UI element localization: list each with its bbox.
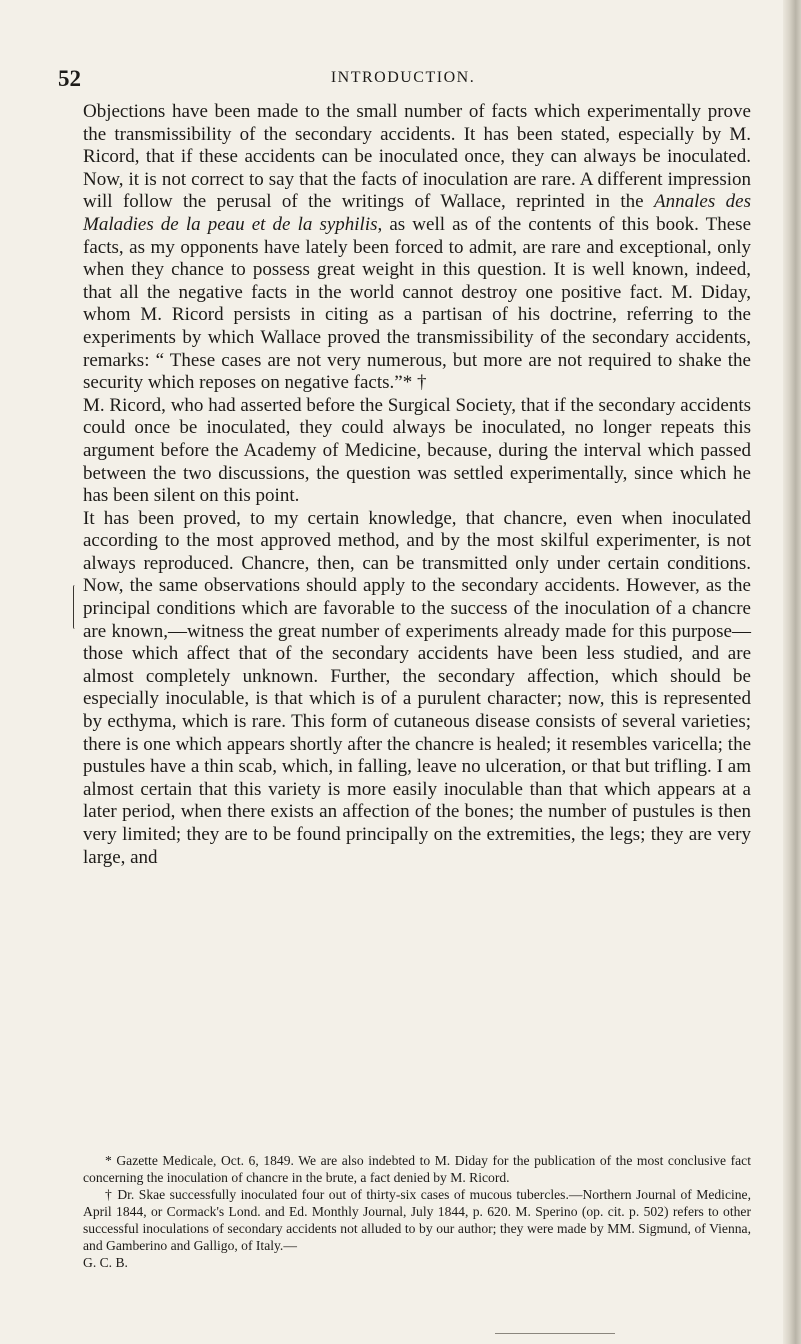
footnotes <box>83 1152 751 1271</box>
footnote-skae: † Dr. Skae successfully inoculated four out of thirty-six cases of mucous tubercles.—Northern Journal of Medicine, April 1844, or Cormack's Lond. and Ed. Monthly Journal, July 1844, p. 620. M. Sperino (op. cit. p. 502) refers to other successful inoculations of secondary accidents not alluded to by our author; they were made by MM. Sigmund, of Vienna, and Gamberino and Galligo, of Italy.— <box>83 1187 751 1253</box>
margin-pencil-mark <box>73 585 77 629</box>
paragraph-3: It has been proved, to my certain knowledge, that chancre, even when inoculated according to the most approved method, and by the most skilful experimenter, is not always reproduced. Chancre, then, can be transmitted only under certain conditions. Now, the same observations should apply to the secondary accidents. However, as the principal conditions which are favorable to the success of the inoculation of a chancre are known,—witness the great number of experiments already made for this purpose—those which affect that of the secondary accidents have been less studied, and are almost completely unknown. Further, the secondary affection, which should be especially inoculable, is that which is of a purulent character; now, this is represented by ecthyma, which is rare. This form of cutaneous disease consists of several varieties; there is one which appears shortly after the chancre is healed; it resembles varicella; the pustules have a thin scab, which, in falling, leave no ulceration, or that but trifling. I am almost certain that this variety is more easily inoculable than that which appears at a later period, when there exists an affection of the bones; the number of pustules is then very limited; they are to be found principally on the extremities, the legs; they are very large, and <box>83 507 751 868</box>
page-number: 52 <box>58 66 81 91</box>
bottom-rule <box>495 1333 615 1334</box>
journal-title: Annales des Maladies de la peau et de la syphilis <box>83 191 751 235</box>
paragraph-2: M. Ricord, who had asserted before the Surgical Society, that if the secondary accidents could once be inoculated, they could always be inoculated, no longer repeats this argument before the Academy of Medicine, because, during the interval which passed between the two discussions, the question was settled experimentally, since which he has been silent on this point. <box>83 394 751 507</box>
footnote-gazette: * Gazette Medicale, Oct. 6, 1849. We are also indebted to M. Diday for the publication of the most conclusive fact concerning the inoculation of chancre in the brute, a fact denied by M. Ricord. <box>83 1153 751 1185</box>
footnote-signature: G. C. B. <box>83 1255 128 1270</box>
paragraph-1: Objections have been made to the small number of facts which experimentally prove the transmissibility of the secondary accidents. It has been stated, especially by M. Ricord, that if these accidents can be inoculated once, they can always be inoculated. Now, it is not correct to say that the facts of inoculation are rare. A different impression will follow the perusal of the writings of Wallace, reprinted in the Annales des Maladies de la peau et de la syphilis, as well as of the contents of this book. These facts, as my opponents have lately been forced to admit, are rare and exceptional, only when they chance to possess great weight in this question. It is well known, indeed, that all the negative facts in the world cannot destroy one positive fact. M. Diday, whom M. Ricord persists in citing as a partisan of his doctrine, referring to the experiments by which Wallace proved the transmissibility of the secondary accidents, remarks: “ These cases are not very numerous, but more are not required to shake the security which reposes on negative facts.”* † <box>83 101 751 394</box>
page-edge-shadow <box>783 0 801 1344</box>
running-head: INTRODUCTION. <box>330 69 476 86</box>
body-text <box>83 101 751 869</box>
page-header <box>58 66 748 92</box>
